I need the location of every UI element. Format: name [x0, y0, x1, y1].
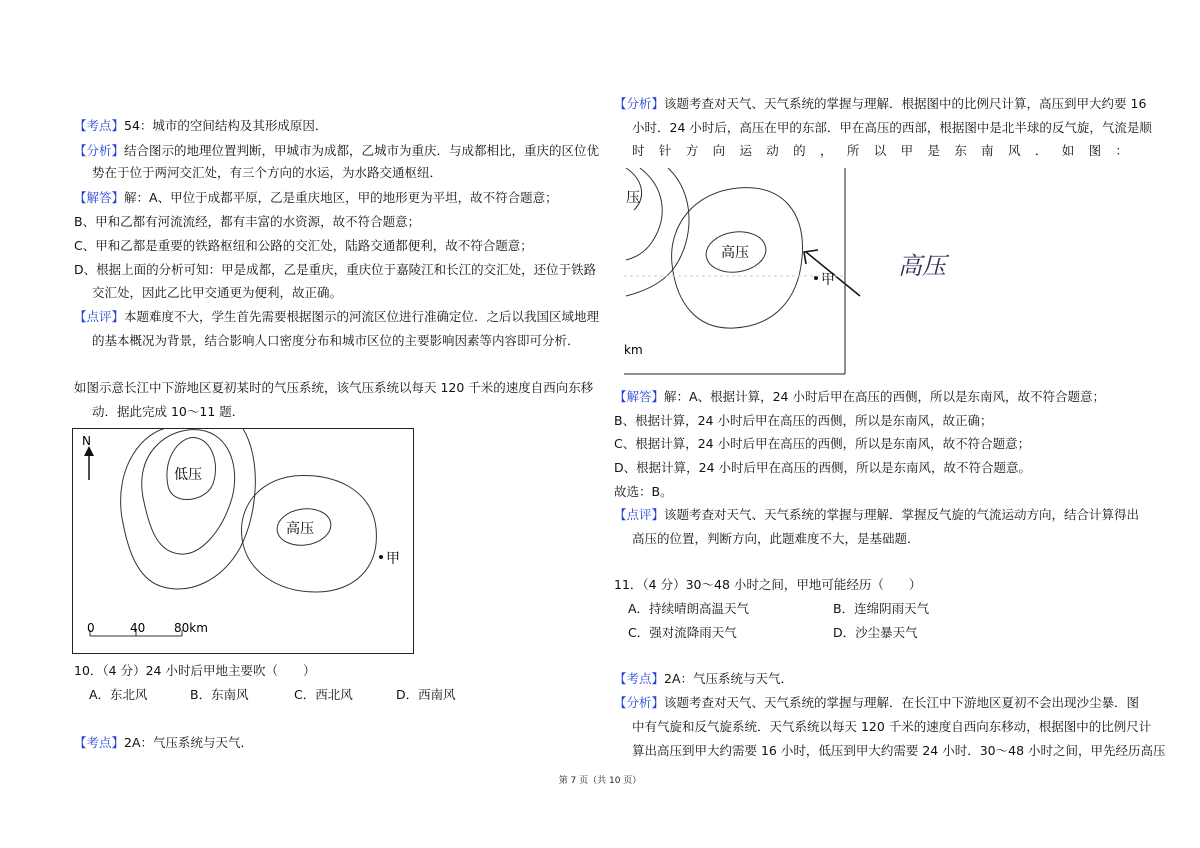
justified-char: 东 — [954, 143, 967, 158]
answer-choice: 故选：B。 — [614, 484, 673, 499]
justified-char: 动 — [766, 143, 779, 158]
justified-char: ， — [820, 143, 833, 158]
kaodian-text: 2A：气压系统与天气． — [664, 671, 794, 686]
fenxi-text: 该题考查对天气、天气系统的掌握与理解．在长江中下游地区夏初不会出现沙尘暴．图 — [664, 695, 1140, 710]
jieda-d1: D、根据上面的分析可知：甲是成都，乙是重庆，重庆位于嘉陵江和长江的交汇处，还位于铁路 — [74, 262, 597, 277]
intro-line2: 动．据此完成 10～11 题． — [92, 404, 245, 419]
justified-char: 是 — [927, 143, 940, 158]
justified-char: ： — [1115, 143, 1128, 158]
justified-char: 如 — [1061, 143, 1075, 158]
jieda-tag: 【解答】 — [614, 389, 665, 404]
kaodian-1 — [74, 118, 327, 134]
q11-option-c: C．强对流降雨天气 — [628, 625, 737, 640]
high-pressure-label: 高压 — [721, 245, 749, 261]
kaodian-3 — [614, 671, 793, 687]
justified-char: 时 — [632, 143, 645, 158]
dianping-text: 本题难度不大，学生首先需要根据图示的河流区位进行准确定位．之后以我国区域地理 — [124, 309, 600, 324]
city-label: 甲 — [386, 551, 400, 567]
justified-char: 所 — [846, 143, 860, 158]
q11-option-d: D．沙尘暴天气 — [833, 625, 918, 640]
dianping-1-line2: 的基本概况为背景，结合影响人口密度分布和城市区位的主要影响因素等内容即可分析． — [92, 333, 580, 348]
justified-char: 针 — [658, 143, 672, 158]
fenxi-3 — [614, 695, 1139, 711]
fenxi-2-line3 — [632, 143, 1128, 159]
dianping-1 — [74, 309, 599, 325]
q10-option-b: B．东南风 — [190, 687, 249, 702]
kaodian-text: 2A：气压系统与天气． — [124, 735, 254, 750]
fenxi-text: 结合图示的地理位置判断，甲城市为成都，乙城市为重庆．与成都相比，重庆的区位优 — [124, 143, 600, 158]
jieda-c: C、甲和乙都是重要的铁路枢纽和公路的交汇处，陆路交通都便利，故不符合题意； — [74, 238, 533, 253]
scale-0: 0 — [87, 621, 95, 635]
high-pressure-label: 高压 — [286, 521, 314, 537]
intro-line1: 如图示意长江中下游地区夏初某时的气压系统，该气压系统以每天 120 千米的速度自西向东移 — [74, 380, 594, 395]
justified-char: 的 — [793, 143, 806, 158]
jieda-d2: 交汇处，因此乙比甲交通更为便利，故正确。 — [92, 285, 343, 300]
low-pressure-label: 低压 — [174, 467, 202, 483]
justified-char: ． — [1034, 143, 1048, 158]
partial-pressure-label: 压 — [626, 190, 640, 206]
fenxi-1 — [74, 143, 599, 159]
city-label: 甲 — [821, 272, 835, 288]
kaodian-tag: 【考点】 — [614, 671, 665, 686]
fenxi-tag: 【分析】 — [74, 143, 125, 158]
justified-char: 甲 — [900, 143, 914, 158]
pressure-map — [72, 428, 414, 654]
dianping-2 — [614, 507, 1139, 523]
q11-option-b: B．连绵阴雨天气 — [833, 601, 930, 616]
kaodian-tag: 【考点】 — [74, 118, 125, 133]
jieda-2-d: D、根据计算，24 小时后甲在高压的西侧，所以是东南风，故不符合题意。 — [614, 460, 1032, 475]
km-label: km — [624, 343, 643, 357]
fenxi-tag: 【分析】 — [614, 695, 665, 710]
kaodian-text: 54：城市的空间结构及其形成原因． — [124, 118, 328, 133]
jieda-2 — [614, 389, 1105, 405]
outside-high-label: 高压 — [898, 252, 946, 280]
justified-char: 图 — [1088, 143, 1102, 158]
kaodian-tag: 【考点】 — [74, 735, 125, 750]
kaodian-2 — [74, 735, 253, 751]
jieda-b: B、甲和乙都有河流流经，都有丰富的水资源，故不符合题意； — [74, 214, 421, 229]
high-pressure-figure — [624, 168, 964, 378]
q11-stem: 11．（4 分）30～48 小时之间，甲地可能经历（ ） — [614, 577, 922, 592]
fenxi-2-line2: 小时．24 小时后，高压在甲的东部．甲在高压的西部，根据图中是北半球的反气旋，气流是顺 — [632, 120, 1152, 135]
page-footer: 第 7 页（共 10 页） — [558, 776, 642, 786]
jieda-a: 解：A、甲位于成都平原，乙是重庆地区，甲的地形更为平坦，故不符合题意； — [124, 190, 558, 205]
fenxi-3-line2: 中有气旋和反气旋系统．天气系统以每天 120 千米的速度自西向东移动，根据图中的比例尺计 — [632, 719, 1152, 734]
jieda-2-c: C、根据计算，24 小时后甲在高压的西侧，所以是东南风，故不符合题意； — [614, 436, 1031, 451]
dianping-tag: 【点评】 — [614, 507, 665, 522]
scale-40: 40 — [130, 621, 146, 635]
justified-char: 方 — [685, 143, 699, 158]
fenxi-2 — [614, 96, 1146, 112]
justified-char: 运 — [739, 143, 752, 158]
jieda-2-b: B、根据计算，24 小时后甲在高压的西侧，所以是东南风，故正确； — [614, 413, 993, 428]
justified-char: 南 — [981, 143, 994, 158]
q10-option-a: A．东北风 — [89, 687, 148, 702]
jieda-tag: 【解答】 — [74, 190, 125, 205]
north-label: N — [82, 434, 91, 448]
dianping-2-line2: 高压的位置，判断方向，此题难度不大，是基础题． — [632, 531, 920, 546]
fenxi-3-line3: 算出高压到甲大约需要 16 小时，低压到甲大约需要 24 小时．30～48 小时之间，甲先经历高压 — [632, 743, 1166, 758]
justified-char: 以 — [873, 143, 887, 158]
fenxi-1-line2: 势在于位于两河交汇处，有三个方向的水运，为水路交通枢纽． — [92, 165, 443, 180]
q10-option-d: D．西南风 — [396, 687, 456, 702]
fenxi-tag: 【分析】 — [614, 96, 665, 111]
dianping-text: 该题考查对天气、天气系统的掌握与理解．掌握反气旋的气流运动方向，结合计算得出 — [664, 507, 1140, 522]
q11-option-a: A．持续晴朗高温天气 — [628, 601, 750, 616]
q10-option-c: C．西北风 — [294, 687, 353, 702]
fenxi-text: 该题考查对天气、天气系统的掌握与理解．根据图中的比例尺计算，高压到甲大约要 16 — [664, 96, 1147, 111]
dianping-tag: 【点评】 — [74, 309, 125, 324]
jieda-1 — [74, 190, 558, 206]
justified-char: 向 — [712, 143, 726, 158]
jieda-a: 解：A、根据计算，24 小时后甲在高压的西侧，所以是东南风，故不符合题意； — [664, 389, 1105, 404]
justified-char: 风 — [1008, 143, 1021, 158]
scale-80: 80km — [174, 621, 208, 635]
q10-stem: 10．（4 分）24 小时后甲地主要吹（ ） — [74, 663, 316, 678]
